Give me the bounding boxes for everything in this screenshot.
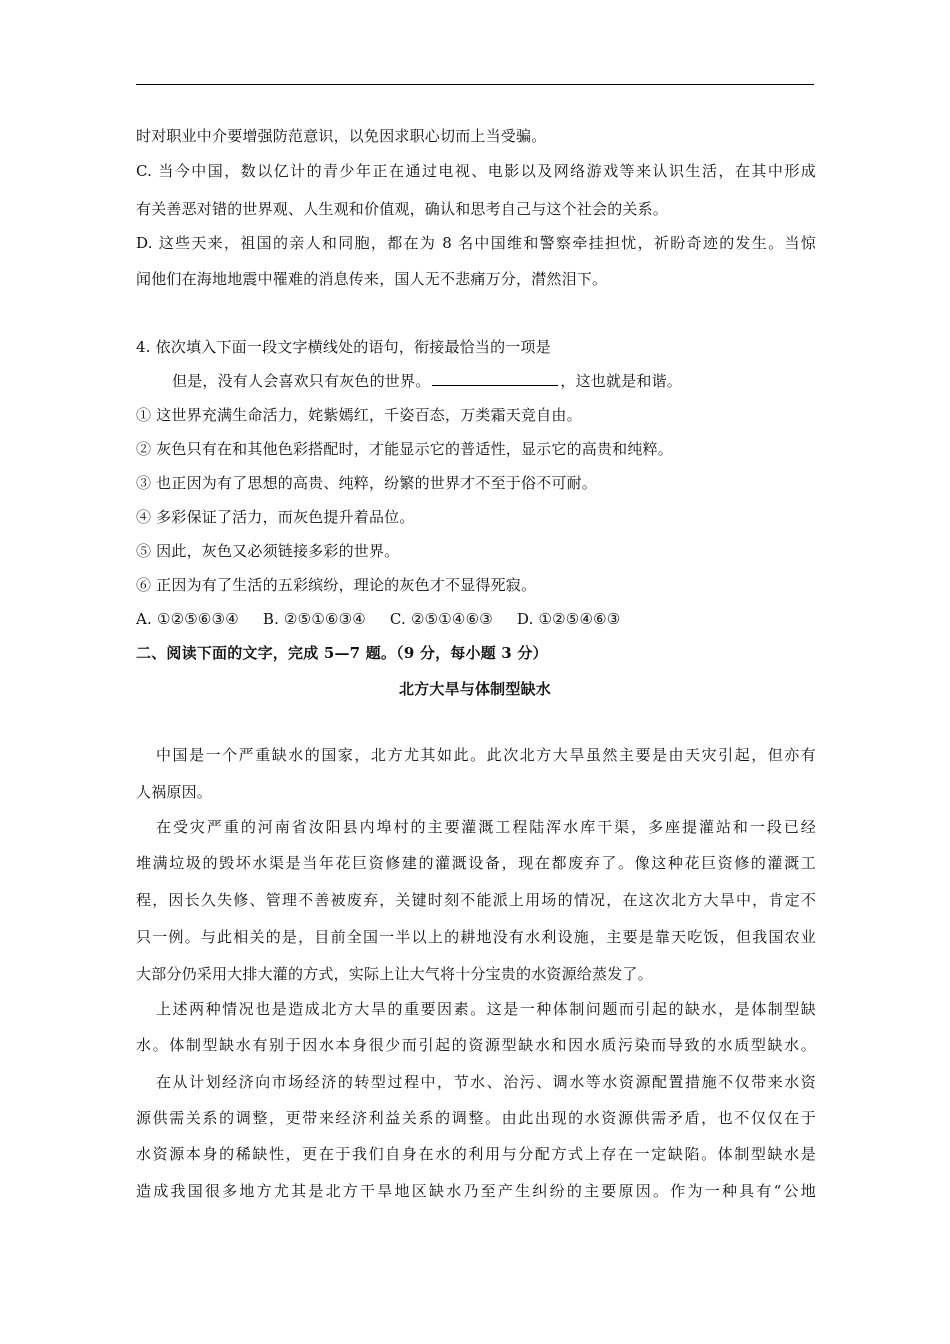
passage-title: 北方大旱与体制型缺水 bbox=[398, 680, 551, 698]
passage-line: 上述两种情况也是造成北方大旱的重要因素。这是一种体制问题而引起的缺水，是体制型缺 bbox=[156, 1000, 816, 1018]
sentence-item: ③ 也正因为有了思想的高贵、纯粹，纷繁的世界才不至于俗不可耐。 bbox=[136, 474, 597, 492]
passage-line: 堆满垃圾的毁坏水渠是当年花巨资修建的灌溉设备，现在都废弃了。像这种花巨资修的灌溉工 bbox=[136, 854, 816, 872]
text-line: 时对职业中介要增强防范意识，以免因求职心切而上当受骗。 bbox=[136, 127, 547, 145]
option-c-line-2: 有关善恶对错的世界观、人生观和价值观，确认和思考自己与这个社会的关系。 bbox=[136, 200, 669, 218]
option-d: D. ①②⑤④⑥③ bbox=[516, 610, 621, 628]
passage-line: 程，因长久失修、管理不善被废弃，关键时刻不能派上用场的情况，在这次北方大旱中，肯定不 bbox=[136, 891, 816, 909]
sentence-item: ⑥ 正因为有了生活的五彩缤纷，理论的灰色才不显得死寂。 bbox=[136, 576, 537, 594]
option-d-line-1: D. 这些天来，祖国的亲人和同胞，都在为 8 名中国维和警察牵挂担忧，祈盼奇迹的发生。当惊 bbox=[136, 234, 816, 252]
passage-line: 水。体制型缺水有别于因水本身很少而引起的资源型缺水和因水质污染而导致的水质型缺水。 bbox=[136, 1036, 816, 1054]
passage-line: 在受灾严重的河南省汝阳县内埠村的主要灌溉工程陆浑水库干渠，多座提灌站和一段已经 bbox=[156, 818, 816, 836]
lead-after: ，这也就是和谐。 bbox=[560, 372, 683, 390]
option-b: B. ②⑤①⑥③④ bbox=[262, 610, 366, 628]
passage-line: 大部分仍采用大排大灌的方式，实际上让大气将十分宝贵的水资源给蒸发了。 bbox=[136, 965, 653, 983]
sentence-item: ⑤ 因此，灰色又必须链接多彩的世界。 bbox=[136, 542, 400, 560]
passage-line: 水资源本身的稀缺性，更在于我们自身在水的利用与分配方式上存在一定缺陷。体制型缺水是 bbox=[136, 1145, 816, 1163]
question-4-lead bbox=[172, 371, 816, 391]
passage-line: 源供需关系的调整，更带来经济利益关系的调整。由此出现的水资源供需矛盾，也不仅仅在于 bbox=[136, 1109, 816, 1127]
sentence-item: ④ 多彩保证了活力，而灰色提升着品位。 bbox=[136, 508, 415, 526]
passage-line: 只一例。与此相关的是，目前全国一半以上的耕地没有水利设施，主要是靠天吃饭，但我国农业 bbox=[136, 928, 816, 946]
passage-line: 在从计划经济向市场经济的转型过程中，节水、治污、调水等水资源配置措施不仅带来水资 bbox=[156, 1073, 816, 1091]
lead-before: 但是，没有人会喜欢只有灰色的世界。 bbox=[172, 372, 431, 390]
passage-line: 人祸原因。 bbox=[136, 783, 213, 801]
fill-blank bbox=[432, 371, 558, 386]
sentence-item: ① 这世界充满生命活力，姹紫嫣红，千姿百态，万类霜天竞自由。 bbox=[136, 406, 582, 424]
answer-options bbox=[136, 609, 816, 629]
sentence-item: ② 灰色只有在和其他色彩搭配时，才能显示它的普适性，显示它的高贵和纯粹。 bbox=[136, 440, 673, 458]
header-rule bbox=[136, 84, 814, 85]
option-c-line-1: C. 当今中国，数以亿计的青少年正在通过电视、电影以及网络游戏等来认识生活，在其中形成 bbox=[136, 162, 816, 180]
passage-line: 造成我国很多地方尤其是北方干旱地区缺水乃至产生纠纷的主要原因。作为一种具有“公地 bbox=[136, 1182, 816, 1200]
option-d-line-2: 闻他们在海地地震中罹难的消息传来，国人无不悲痛万分，潸然泪下。 bbox=[136, 270, 608, 288]
question-4-stem: 4. 依次填入下面一段文字横线处的语句，衔接最恰当的一项是 bbox=[136, 338, 551, 356]
option-a: A. ①②⑤⑥③④ bbox=[136, 610, 239, 628]
section-heading: 二、阅读下面的文字，完成 5—7 题。（9 分，每小题 3 分） bbox=[136, 644, 548, 662]
option-c: C. ②⑤①④⑥③ bbox=[389, 610, 493, 628]
passage-line: 中国是一个严重缺水的国家，北方尤其如此。此次北方大旱虽然主要是由天灾引起，但亦有 bbox=[156, 746, 816, 764]
